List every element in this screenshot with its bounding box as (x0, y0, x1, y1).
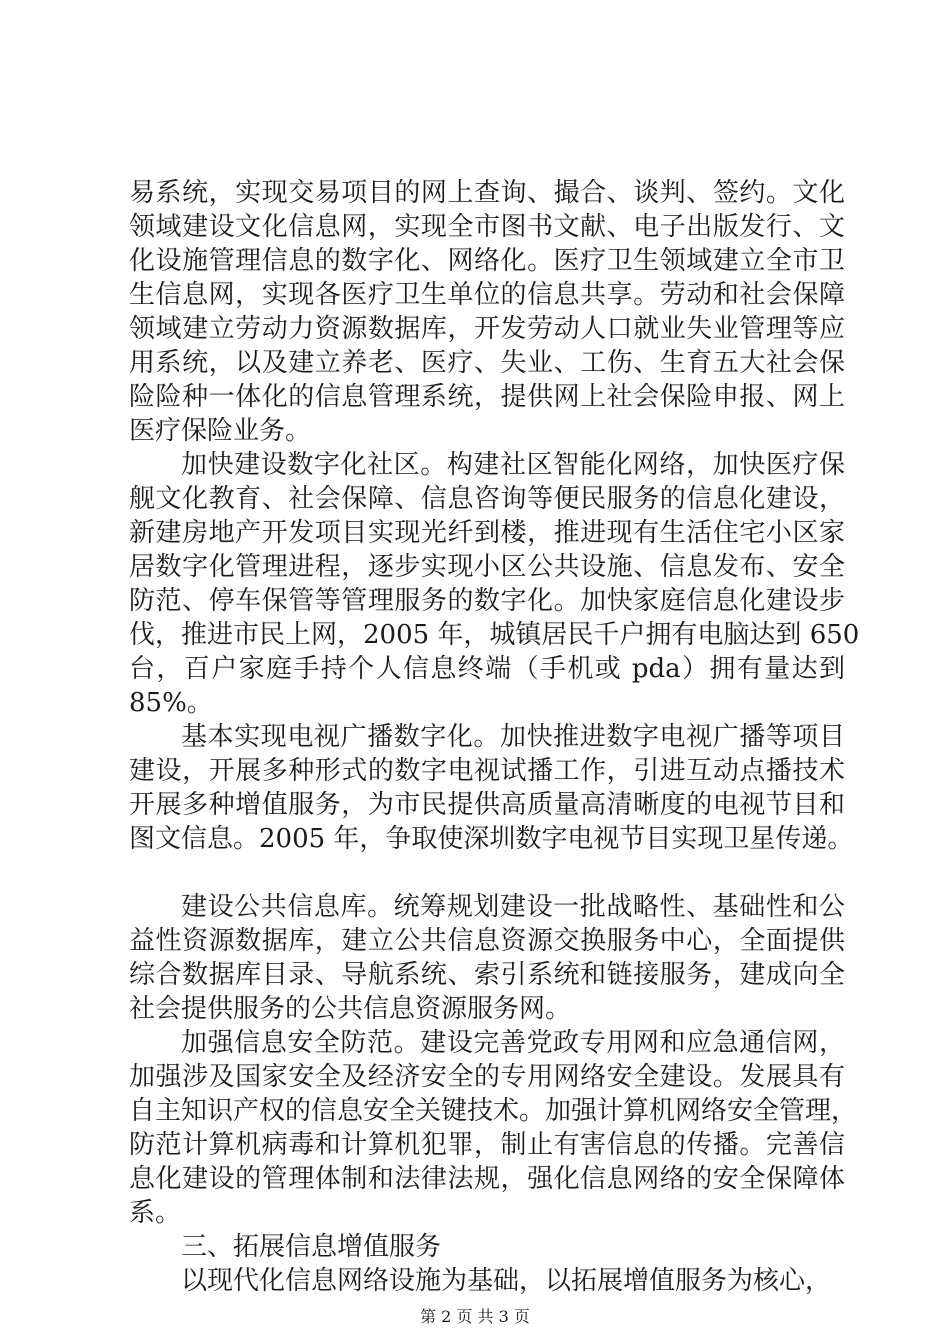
text-line: 伐，推进市民上网，2005 年，城镇居民千户拥有电脑达到 650 (129, 620, 860, 650)
text-line: 易系统，实现交易项目的网上查询、撮合、谈判、签约。文化 (129, 178, 845, 208)
text-line: 防范计算机病毒和计算机犯罪，制止有害信息的传播。完善信 (129, 1130, 845, 1160)
text-line: 防范、停车保管等管理服务的数字化。加快家庭信息化建设步 (129, 586, 845, 616)
text-line: 综合数据库目录、导航系统、索引系统和链接服务，建成向全 (129, 960, 845, 990)
text-line: 自主知识产权的信息安全关键技术。加强计算机网络安全管理， (129, 1096, 858, 1126)
text-line: 居数字化管理进程，逐步实现小区公共设施、信息发布、安全 (129, 552, 845, 582)
text-line: 开展多种增值服务，为市民提供高质量高清晰度的电视节目和 (129, 790, 845, 820)
text-line: 基本实现电视广播数字化。加快推进数字电视广播等项目 (181, 722, 845, 752)
text-line: 系。 (129, 1198, 182, 1228)
text-line: 社会提供服务的公共信息资源服务网。 (129, 994, 572, 1024)
text-line: 加快建设数字化社区。构建社区智能化网络，加快医疗保 (181, 450, 845, 480)
text-line: 台，百户家庭手持个人信息终端（手机或 pda）拥有量达到 (129, 654, 845, 684)
text-line: 益性资源数据库，建立公共信息资源交换服务中心，全面提供 (129, 926, 845, 956)
text-line: 新建房地产开发项目实现光纤到楼，推进现有生活住宅小区家 (129, 518, 845, 548)
text-line: 建设公共信息库。统筹规划建设一批战略性、基础性和公 (181, 892, 845, 922)
text-line: 建设，开展多种形式的数字电视试播工作，引进互动点播技术 (129, 756, 845, 786)
text-line: 以现代化信息网络设施为基础，以拓展增值服务为核心， (181, 1266, 832, 1296)
text-line: 医疗保险业务。 (129, 416, 312, 446)
text-line: 用系统，以及建立养老、医疗、失业、工伤、生育五大社会保 (129, 348, 845, 378)
text-line: 化设施管理信息的数字化、网络化。医疗卫生领域建立全市卫 (129, 246, 845, 276)
text-line: 85%。 (129, 688, 213, 718)
text-line: 领域建设文化信息网，实现全市图书文献、电子出版发行、文 (129, 212, 845, 242)
text-line: 险险种一体化的信息管理系统，提供网上社会保险申报、网上 (129, 382, 845, 412)
text-line: 生信息网，实现各医疗卫生单位的信息共享。劳动和社会保障 (129, 280, 845, 310)
text-line: 加强涉及国家安全及经济安全的专用网络安全建设。发展具有 (129, 1062, 845, 1092)
text-line: 舰文化教育、社会保障、信息咨询等便民服务的信息化建设， (129, 484, 845, 514)
text-line: 图文信息。2005 年，争取使深圳数字电视节目实现卫星传递。 (129, 824, 854, 854)
text-line: 三、拓展信息增值服务 (181, 1232, 442, 1262)
page-footer: 第 2 页 共 3 页 (420, 1307, 530, 1326)
text-line: 加强信息安全防范。建设完善党政专用网和应急通信网， (181, 1028, 845, 1058)
text-line: 领域建立劳动力资源数据库，开发劳动人口就业失业管理等应 (129, 314, 845, 344)
text-line: 息化建设的管理体制和法律法规，强化信息网络的安全保障体 (129, 1164, 845, 1194)
